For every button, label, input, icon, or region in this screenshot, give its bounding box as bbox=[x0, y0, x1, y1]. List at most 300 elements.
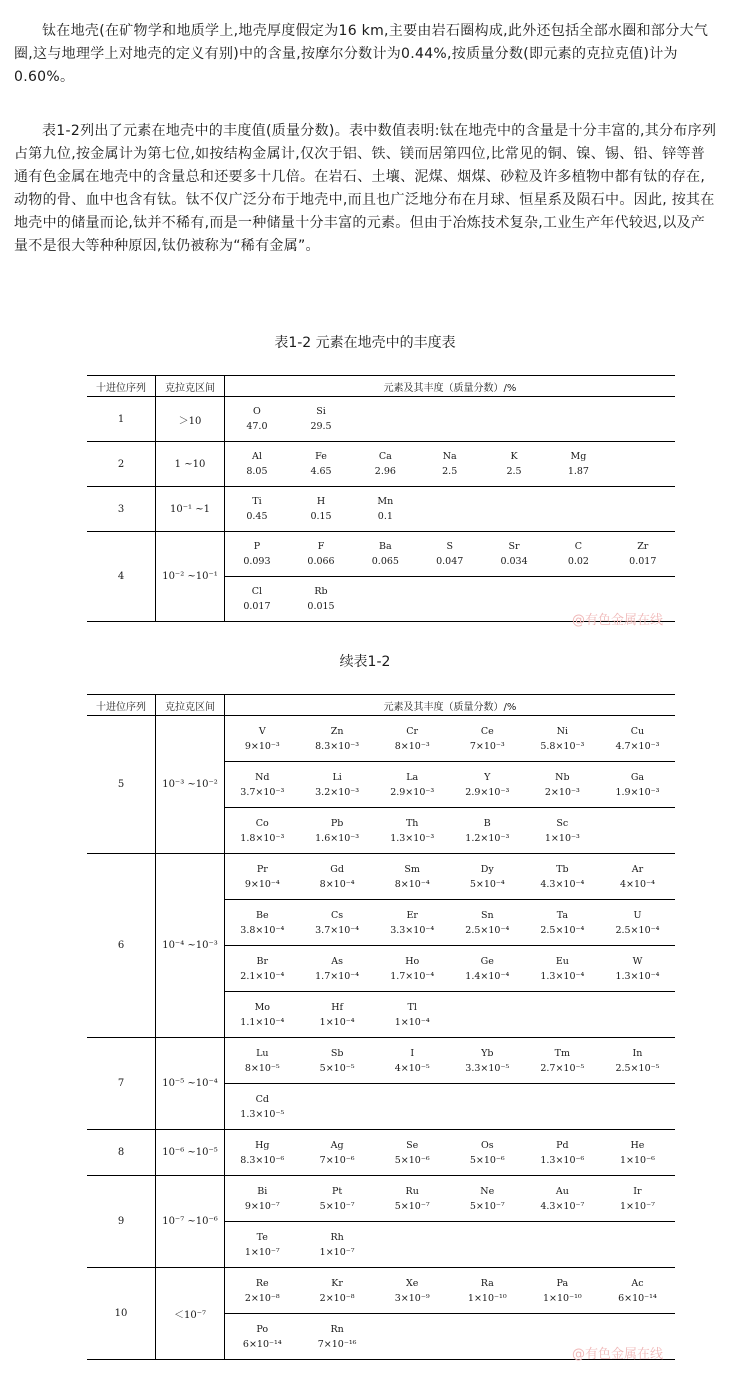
element-abundance: 4.3×10⁻⁴ bbox=[540, 878, 585, 890]
table-row bbox=[87, 1176, 675, 1222]
element-cell bbox=[300, 1314, 375, 1360]
element-symbol: Fe bbox=[315, 451, 327, 462]
header-clarke-range: 克拉克区间 bbox=[156, 695, 225, 716]
element-abundance: 2.9×10⁻³ bbox=[390, 786, 435, 798]
element-cell bbox=[225, 1084, 300, 1130]
element-abundance: 2.5×10⁻⁴ bbox=[615, 924, 660, 936]
element-symbol: B bbox=[483, 817, 491, 829]
clarke-range-cell: 10⁻³ ~10⁻² bbox=[156, 716, 225, 854]
element-cell bbox=[353, 532, 417, 577]
element-cell bbox=[300, 716, 375, 762]
element-cell bbox=[600, 900, 675, 946]
element-cell bbox=[375, 762, 450, 808]
element-symbol: U bbox=[633, 909, 642, 921]
element-abundance: 5×10⁻⁶ bbox=[394, 1154, 430, 1166]
element-cell bbox=[225, 1176, 300, 1222]
table-2-body bbox=[87, 716, 675, 1360]
element-symbol: Ne bbox=[480, 1185, 495, 1197]
empty-cell bbox=[611, 487, 675, 532]
element-abundance: 3.3×10⁻⁵ bbox=[465, 1062, 510, 1074]
element-abundance: 6×10⁻¹⁴ bbox=[242, 1338, 282, 1350]
element-cell bbox=[225, 1222, 300, 1268]
element-abundance: 6×10⁻¹⁴ bbox=[618, 1292, 657, 1304]
element-abundance: 3×10⁻⁹ bbox=[394, 1292, 430, 1304]
empty-cell bbox=[546, 397, 610, 442]
element-abundance: 2×10⁻⁸ bbox=[244, 1292, 280, 1304]
empty-cell bbox=[482, 397, 546, 442]
header-decimal-series: 十进位序列 bbox=[87, 376, 156, 397]
element-abundance: 2.5×10⁻⁴ bbox=[540, 924, 585, 936]
table-row bbox=[87, 716, 675, 762]
element-cell bbox=[300, 992, 375, 1038]
table-row bbox=[87, 442, 675, 487]
element-cell bbox=[418, 442, 482, 487]
element-cell bbox=[525, 900, 600, 946]
empty-cell bbox=[418, 577, 482, 622]
element-abundance: 1.6×10⁻³ bbox=[315, 832, 360, 844]
element-abundance: 2.7×10⁻⁵ bbox=[540, 1062, 585, 1074]
table-row bbox=[87, 1268, 675, 1314]
element-abundance: 7×10⁻⁶ bbox=[319, 1154, 355, 1166]
element-symbol: As bbox=[331, 955, 343, 967]
element-cell bbox=[525, 1038, 600, 1084]
element-cell bbox=[375, 992, 450, 1038]
empty-cell bbox=[482, 487, 546, 532]
empty-cell bbox=[450, 1314, 525, 1360]
empty-cell bbox=[600, 1084, 675, 1130]
element-cell bbox=[525, 808, 600, 854]
element-cell bbox=[300, 1130, 375, 1176]
element-cell bbox=[225, 808, 300, 854]
element-abundance: 1×10⁻⁴ bbox=[319, 1016, 355, 1028]
element-abundance: 8.05 bbox=[246, 466, 268, 477]
element-symbol: S bbox=[446, 541, 453, 552]
element-abundance: 1×10⁻⁴ bbox=[394, 1016, 430, 1028]
element-abundance: 47.0 bbox=[246, 421, 268, 432]
element-cell bbox=[600, 1038, 675, 1084]
header-decimal-series: 十进位序列 bbox=[87, 695, 156, 716]
element-cell bbox=[525, 946, 600, 992]
element-abundance: 1.7×10⁻⁴ bbox=[315, 970, 360, 982]
element-abundance: 1×10⁻¹⁰ bbox=[542, 1292, 582, 1304]
element-abundance: 2.1×10⁻⁴ bbox=[240, 970, 285, 982]
element-cell bbox=[375, 1130, 450, 1176]
element-symbol: La bbox=[406, 771, 419, 783]
element-symbol: Ac bbox=[631, 1277, 644, 1289]
element-cell bbox=[525, 762, 600, 808]
element-abundance: 0.017 bbox=[629, 556, 657, 567]
element-abundance: 1.87 bbox=[567, 466, 589, 477]
empty-cell bbox=[525, 1084, 600, 1130]
element-symbol: Ir bbox=[633, 1185, 642, 1197]
element-cell bbox=[353, 487, 417, 532]
watermark-2: @有色金属在线 bbox=[572, 1347, 664, 1362]
element-abundance: 0.066 bbox=[307, 556, 335, 567]
element-abundance: 2.5×10⁻⁵ bbox=[615, 1062, 660, 1074]
element-symbol: Nb bbox=[555, 771, 570, 783]
element-abundance: 4×10⁻⁵ bbox=[394, 1062, 430, 1074]
element-symbol: H bbox=[316, 496, 326, 507]
element-symbol: Ge bbox=[480, 955, 494, 967]
element-symbol: Tm bbox=[554, 1047, 571, 1059]
table-row bbox=[87, 1130, 675, 1176]
element-symbol: Rb bbox=[314, 586, 328, 597]
empty-cell bbox=[418, 487, 482, 532]
empty-cell bbox=[375, 1314, 450, 1360]
element-symbol: Tb bbox=[556, 863, 569, 875]
element-abundance: 5×10⁻⁶ bbox=[469, 1154, 505, 1166]
element-abundance: 3.2×10⁻³ bbox=[315, 786, 360, 798]
element-abundance: 2×10⁻⁸ bbox=[319, 1292, 355, 1304]
element-abundance: 1.3×10⁻⁴ bbox=[615, 970, 660, 982]
element-symbol: Y bbox=[484, 771, 491, 783]
element-symbol: He bbox=[630, 1139, 645, 1151]
table-row bbox=[87, 1038, 675, 1084]
element-symbol: Er bbox=[406, 909, 418, 921]
element-symbol: Th bbox=[405, 817, 419, 829]
decimal-series-cell: 9 bbox=[87, 1176, 156, 1268]
element-abundance: 5×10⁻⁷ bbox=[394, 1200, 430, 1212]
element-cell bbox=[289, 532, 353, 577]
clarke-range-cell: ＞10 bbox=[156, 397, 225, 442]
element-symbol: Sc bbox=[556, 817, 569, 829]
element-symbol: P bbox=[253, 541, 261, 552]
element-symbol: Ga bbox=[630, 771, 645, 783]
element-symbol: In bbox=[632, 1047, 643, 1059]
empty-cell bbox=[418, 397, 482, 442]
element-abundance: 7×10⁻³ bbox=[469, 740, 505, 752]
element-abundance: 0.015 bbox=[307, 601, 335, 612]
element-symbol: Ti bbox=[252, 496, 262, 507]
element-symbol: Bi bbox=[257, 1185, 268, 1197]
element-cell bbox=[289, 442, 353, 487]
element-abundance: 5×10⁻⁵ bbox=[319, 1062, 355, 1074]
element-cell bbox=[450, 1130, 525, 1176]
decimal-series-cell: 10 bbox=[87, 1268, 156, 1360]
element-cell bbox=[450, 762, 525, 808]
element-abundance: 8.3×10⁻³ bbox=[315, 740, 360, 752]
empty-cell bbox=[300, 1084, 375, 1130]
element-symbol: Pd bbox=[556, 1139, 569, 1151]
element-cell bbox=[418, 532, 482, 577]
element-symbol: Ba bbox=[379, 541, 392, 552]
element-abundance: 9×10⁻⁷ bbox=[244, 1200, 280, 1212]
element-symbol: Hg bbox=[255, 1139, 270, 1151]
element-symbol: Li bbox=[332, 771, 342, 783]
element-symbol: Re bbox=[255, 1277, 269, 1289]
header-elements-abundance: 元素及其丰度（质量分数）/% bbox=[225, 695, 676, 716]
element-cell bbox=[225, 1038, 300, 1084]
element-cell bbox=[450, 1176, 525, 1222]
element-abundance: 8×10⁻⁴ bbox=[394, 878, 430, 890]
table-1-body bbox=[87, 397, 675, 622]
table-row bbox=[87, 532, 675, 577]
empty-cell bbox=[600, 1222, 675, 1268]
element-cell bbox=[300, 1268, 375, 1314]
element-cell bbox=[353, 442, 417, 487]
element-cell bbox=[300, 854, 375, 900]
empty-cell bbox=[525, 1222, 600, 1268]
element-abundance: 9×10⁻⁴ bbox=[244, 878, 280, 890]
element-cell bbox=[525, 1268, 600, 1314]
element-symbol: Po bbox=[256, 1323, 269, 1335]
element-cell bbox=[225, 716, 300, 762]
element-cell bbox=[225, 900, 300, 946]
element-symbol: Se bbox=[406, 1139, 419, 1151]
element-cell bbox=[375, 1176, 450, 1222]
element-cell bbox=[300, 808, 375, 854]
element-abundance: 0.02 bbox=[567, 556, 589, 567]
element-symbol: K bbox=[510, 451, 518, 462]
empty-cell bbox=[353, 397, 417, 442]
table-row bbox=[87, 397, 675, 442]
element-abundance: 1.3×10⁻⁶ bbox=[540, 1154, 585, 1166]
element-symbol: Ta bbox=[556, 909, 568, 921]
clarke-range-cell: 10⁻⁷ ~10⁻⁶ bbox=[156, 1176, 225, 1268]
intro-paragraph: 钛在地壳(在矿物学和地质学上,地壳厚度假定为16 km,主要由岩石圈构成,此外还包括全部水圈和部分大气圈,这与地理学上对地壳的定义有别)中的含量,按摩尔分数计为0.44%,按质量分数(即元素的克拉克值)计为0.60%。 bbox=[14, 23, 709, 85]
element-abundance: 8×10⁻³ bbox=[394, 740, 430, 752]
element-cell bbox=[225, 854, 300, 900]
element-cell bbox=[300, 762, 375, 808]
element-cell bbox=[375, 900, 450, 946]
element-symbol: Xe bbox=[406, 1277, 419, 1289]
element-abundance: 29.5 bbox=[310, 421, 332, 432]
empty-cell bbox=[375, 1222, 450, 1268]
element-symbol: Ra bbox=[480, 1277, 494, 1289]
element-cell bbox=[300, 1038, 375, 1084]
element-symbol: Yb bbox=[481, 1047, 494, 1059]
decimal-series-cell: 5 bbox=[87, 716, 156, 854]
element-cell bbox=[225, 487, 289, 532]
element-symbol: Au bbox=[555, 1185, 569, 1197]
element-cell bbox=[600, 1130, 675, 1176]
empty-cell bbox=[482, 577, 546, 622]
element-cell bbox=[300, 1176, 375, 1222]
element-symbol: Sb bbox=[330, 1047, 344, 1059]
element-cell bbox=[300, 1222, 375, 1268]
element-cell bbox=[611, 532, 675, 577]
element-abundance: 3.3×10⁻⁴ bbox=[390, 924, 435, 936]
element-abundance: 2.96 bbox=[374, 466, 396, 477]
element-symbol: Cr bbox=[406, 725, 419, 737]
element-abundance: 8×10⁻⁵ bbox=[244, 1062, 280, 1074]
clarke-range-cell: 10⁻⁵ ~10⁻⁴ bbox=[156, 1038, 225, 1130]
element-symbol: Hf bbox=[331, 1001, 344, 1013]
element-abundance: 0.093 bbox=[243, 556, 271, 567]
empty-cell bbox=[611, 442, 675, 487]
element-cell bbox=[600, 854, 675, 900]
element-abundance: 2.9×10⁻³ bbox=[465, 786, 510, 798]
element-abundance: 1×10⁻⁶ bbox=[619, 1154, 655, 1166]
element-abundance: 0.065 bbox=[371, 556, 399, 567]
watermark-1: @有色金属在线 bbox=[572, 613, 664, 628]
element-symbol: Al bbox=[251, 451, 262, 462]
element-symbol: Rh bbox=[330, 1231, 344, 1243]
element-cell bbox=[525, 1130, 600, 1176]
header-elements-abundance: 元素及其丰度（质量分数）/% bbox=[225, 376, 676, 397]
element-abundance: 1.7×10⁻⁴ bbox=[390, 970, 435, 982]
decimal-series-cell: 3 bbox=[87, 487, 156, 532]
element-cell bbox=[600, 946, 675, 992]
element-symbol: Co bbox=[255, 817, 269, 829]
element-abundance: 5×10⁻⁷ bbox=[469, 1200, 505, 1212]
element-cell bbox=[225, 532, 289, 577]
element-abundance: 1.1×10⁻⁴ bbox=[240, 1016, 285, 1028]
element-cell bbox=[375, 1268, 450, 1314]
decimal-series-cell: 8 bbox=[87, 1130, 156, 1176]
element-symbol: I bbox=[410, 1047, 415, 1059]
element-abundance: 4×10⁻⁴ bbox=[619, 878, 655, 890]
element-abundance: 1.3×10⁻⁴ bbox=[540, 970, 585, 982]
clarke-range-cell: 10⁻⁴ ~10⁻³ bbox=[156, 854, 225, 1038]
element-abundance: 2.5 bbox=[506, 466, 522, 477]
element-symbol: Dy bbox=[480, 863, 494, 875]
element-symbol: Ce bbox=[480, 725, 494, 737]
element-cell bbox=[225, 397, 289, 442]
table-2-caption: 续表1-2 bbox=[339, 654, 391, 670]
element-cell bbox=[450, 900, 525, 946]
header-clarke-range: 克拉克区间 bbox=[156, 376, 225, 397]
element-symbol: Mn bbox=[377, 496, 394, 507]
element-cell bbox=[450, 854, 525, 900]
element-cell bbox=[525, 716, 600, 762]
element-cell bbox=[375, 716, 450, 762]
empty-cell bbox=[375, 1084, 450, 1130]
element-abundance: 3.7×10⁻³ bbox=[240, 786, 285, 798]
clarke-range-cell: ＜10⁻⁷ bbox=[156, 1268, 225, 1360]
element-abundance: 1.2×10⁻³ bbox=[465, 832, 510, 844]
element-cell bbox=[600, 762, 675, 808]
element-cell bbox=[300, 900, 375, 946]
element-cell bbox=[482, 532, 546, 577]
element-symbol: Sm bbox=[404, 863, 420, 875]
element-symbol: Cl bbox=[251, 586, 263, 597]
element-abundance: 1×10⁻⁷ bbox=[244, 1246, 280, 1258]
element-abundance: 4.65 bbox=[310, 466, 332, 477]
element-cell bbox=[525, 1176, 600, 1222]
element-symbol: Be bbox=[255, 909, 269, 921]
element-cell bbox=[375, 854, 450, 900]
element-abundance: 2.5×10⁻⁴ bbox=[465, 924, 510, 936]
element-cell bbox=[546, 442, 610, 487]
element-symbol: Sr bbox=[508, 541, 520, 552]
element-cell bbox=[450, 946, 525, 992]
decimal-series-cell: 4 bbox=[87, 532, 156, 622]
element-abundance: 1.3×10⁻³ bbox=[390, 832, 435, 844]
element-cell bbox=[225, 762, 300, 808]
table-row bbox=[87, 854, 675, 900]
element-cell bbox=[375, 946, 450, 992]
element-abundance: 3.8×10⁻⁴ bbox=[240, 924, 285, 936]
element-abundance: 5×10⁻⁷ bbox=[319, 1200, 355, 1212]
element-symbol: Ru bbox=[405, 1185, 419, 1197]
element-symbol: V bbox=[258, 725, 266, 737]
element-symbol: Cd bbox=[255, 1093, 269, 1105]
element-cell bbox=[225, 1268, 300, 1314]
element-cell bbox=[600, 1176, 675, 1222]
element-symbol: Si bbox=[316, 406, 326, 417]
clarke-range-cell: 1 ~10 bbox=[156, 442, 225, 487]
element-abundance: 5.8×10⁻³ bbox=[540, 740, 585, 752]
element-symbol: C bbox=[574, 541, 583, 552]
element-cell bbox=[225, 992, 300, 1038]
element-abundance: 1.3×10⁻⁵ bbox=[240, 1108, 285, 1120]
empty-cell bbox=[450, 992, 525, 1038]
element-abundance: 3.7×10⁻⁴ bbox=[315, 924, 360, 936]
element-abundance: 8×10⁻⁴ bbox=[319, 878, 355, 890]
empty-cell bbox=[450, 1084, 525, 1130]
element-symbol: Ni bbox=[556, 725, 569, 737]
element-symbol: Mo bbox=[254, 1001, 271, 1013]
element-abundance: 2×10⁻³ bbox=[544, 786, 580, 798]
element-symbol: Te bbox=[256, 1231, 268, 1243]
element-symbol: Kr bbox=[331, 1277, 343, 1289]
element-cell bbox=[289, 397, 353, 442]
element-abundance: 0.047 bbox=[436, 556, 464, 567]
table-1-caption: 表1-2 元素在地壳中的丰度表 bbox=[274, 335, 456, 351]
element-abundance: 1×10⁻³ bbox=[544, 832, 580, 844]
element-cell bbox=[225, 946, 300, 992]
clarke-range-cell: 10⁻⁶ ~10⁻⁵ bbox=[156, 1130, 225, 1176]
element-symbol: Pb bbox=[330, 817, 344, 829]
element-abundance: 0.15 bbox=[310, 511, 332, 522]
element-symbol: Cu bbox=[630, 725, 645, 737]
element-cell bbox=[225, 442, 289, 487]
element-cell bbox=[525, 854, 600, 900]
element-symbol: Pr bbox=[256, 863, 268, 875]
decimal-series-cell: 6 bbox=[87, 854, 156, 1038]
clarke-range-cell: 10⁻² ~10⁻¹ bbox=[156, 532, 225, 622]
element-abundance: 0.034 bbox=[500, 556, 528, 567]
element-abundance: 1.4×10⁻⁴ bbox=[465, 970, 510, 982]
element-abundance: 0.1 bbox=[377, 511, 393, 522]
element-symbol: Os bbox=[480, 1139, 494, 1151]
element-symbol: Sn bbox=[480, 909, 494, 921]
element-symbol: Cs bbox=[331, 909, 344, 921]
element-cell bbox=[289, 487, 353, 532]
empty-cell bbox=[450, 1222, 525, 1268]
element-abundance: 8.3×10⁻⁶ bbox=[240, 1154, 285, 1166]
abundance-table-2 bbox=[87, 694, 675, 1360]
element-abundance: 0.017 bbox=[243, 601, 271, 612]
element-symbol: Gd bbox=[330, 863, 344, 875]
element-cell bbox=[450, 808, 525, 854]
element-cell bbox=[375, 808, 450, 854]
element-symbol: Zr bbox=[637, 541, 649, 552]
element-symbol: Br bbox=[256, 955, 269, 967]
element-symbol: Na bbox=[442, 451, 457, 462]
element-abundance: 5×10⁻⁴ bbox=[469, 878, 505, 890]
decimal-series-cell: 2 bbox=[87, 442, 156, 487]
empty-cell bbox=[600, 992, 675, 1038]
element-symbol: Mg bbox=[570, 451, 587, 462]
element-symbol: Lu bbox=[256, 1047, 269, 1059]
element-cell bbox=[375, 1038, 450, 1084]
element-cell bbox=[225, 1130, 300, 1176]
table-row bbox=[87, 487, 675, 532]
element-symbol: Ca bbox=[378, 451, 392, 462]
element-cell bbox=[300, 946, 375, 992]
element-symbol: Nd bbox=[255, 771, 270, 783]
empty-cell bbox=[353, 577, 417, 622]
element-cell bbox=[600, 1268, 675, 1314]
element-symbol: O bbox=[253, 406, 261, 417]
element-abundance: 2.5 bbox=[442, 466, 458, 477]
element-abundance: 0.45 bbox=[246, 511, 268, 522]
element-abundance: 4.3×10⁻⁷ bbox=[540, 1200, 585, 1212]
empty-cell bbox=[546, 487, 610, 532]
element-abundance: 7×10⁻¹⁶ bbox=[317, 1338, 357, 1350]
